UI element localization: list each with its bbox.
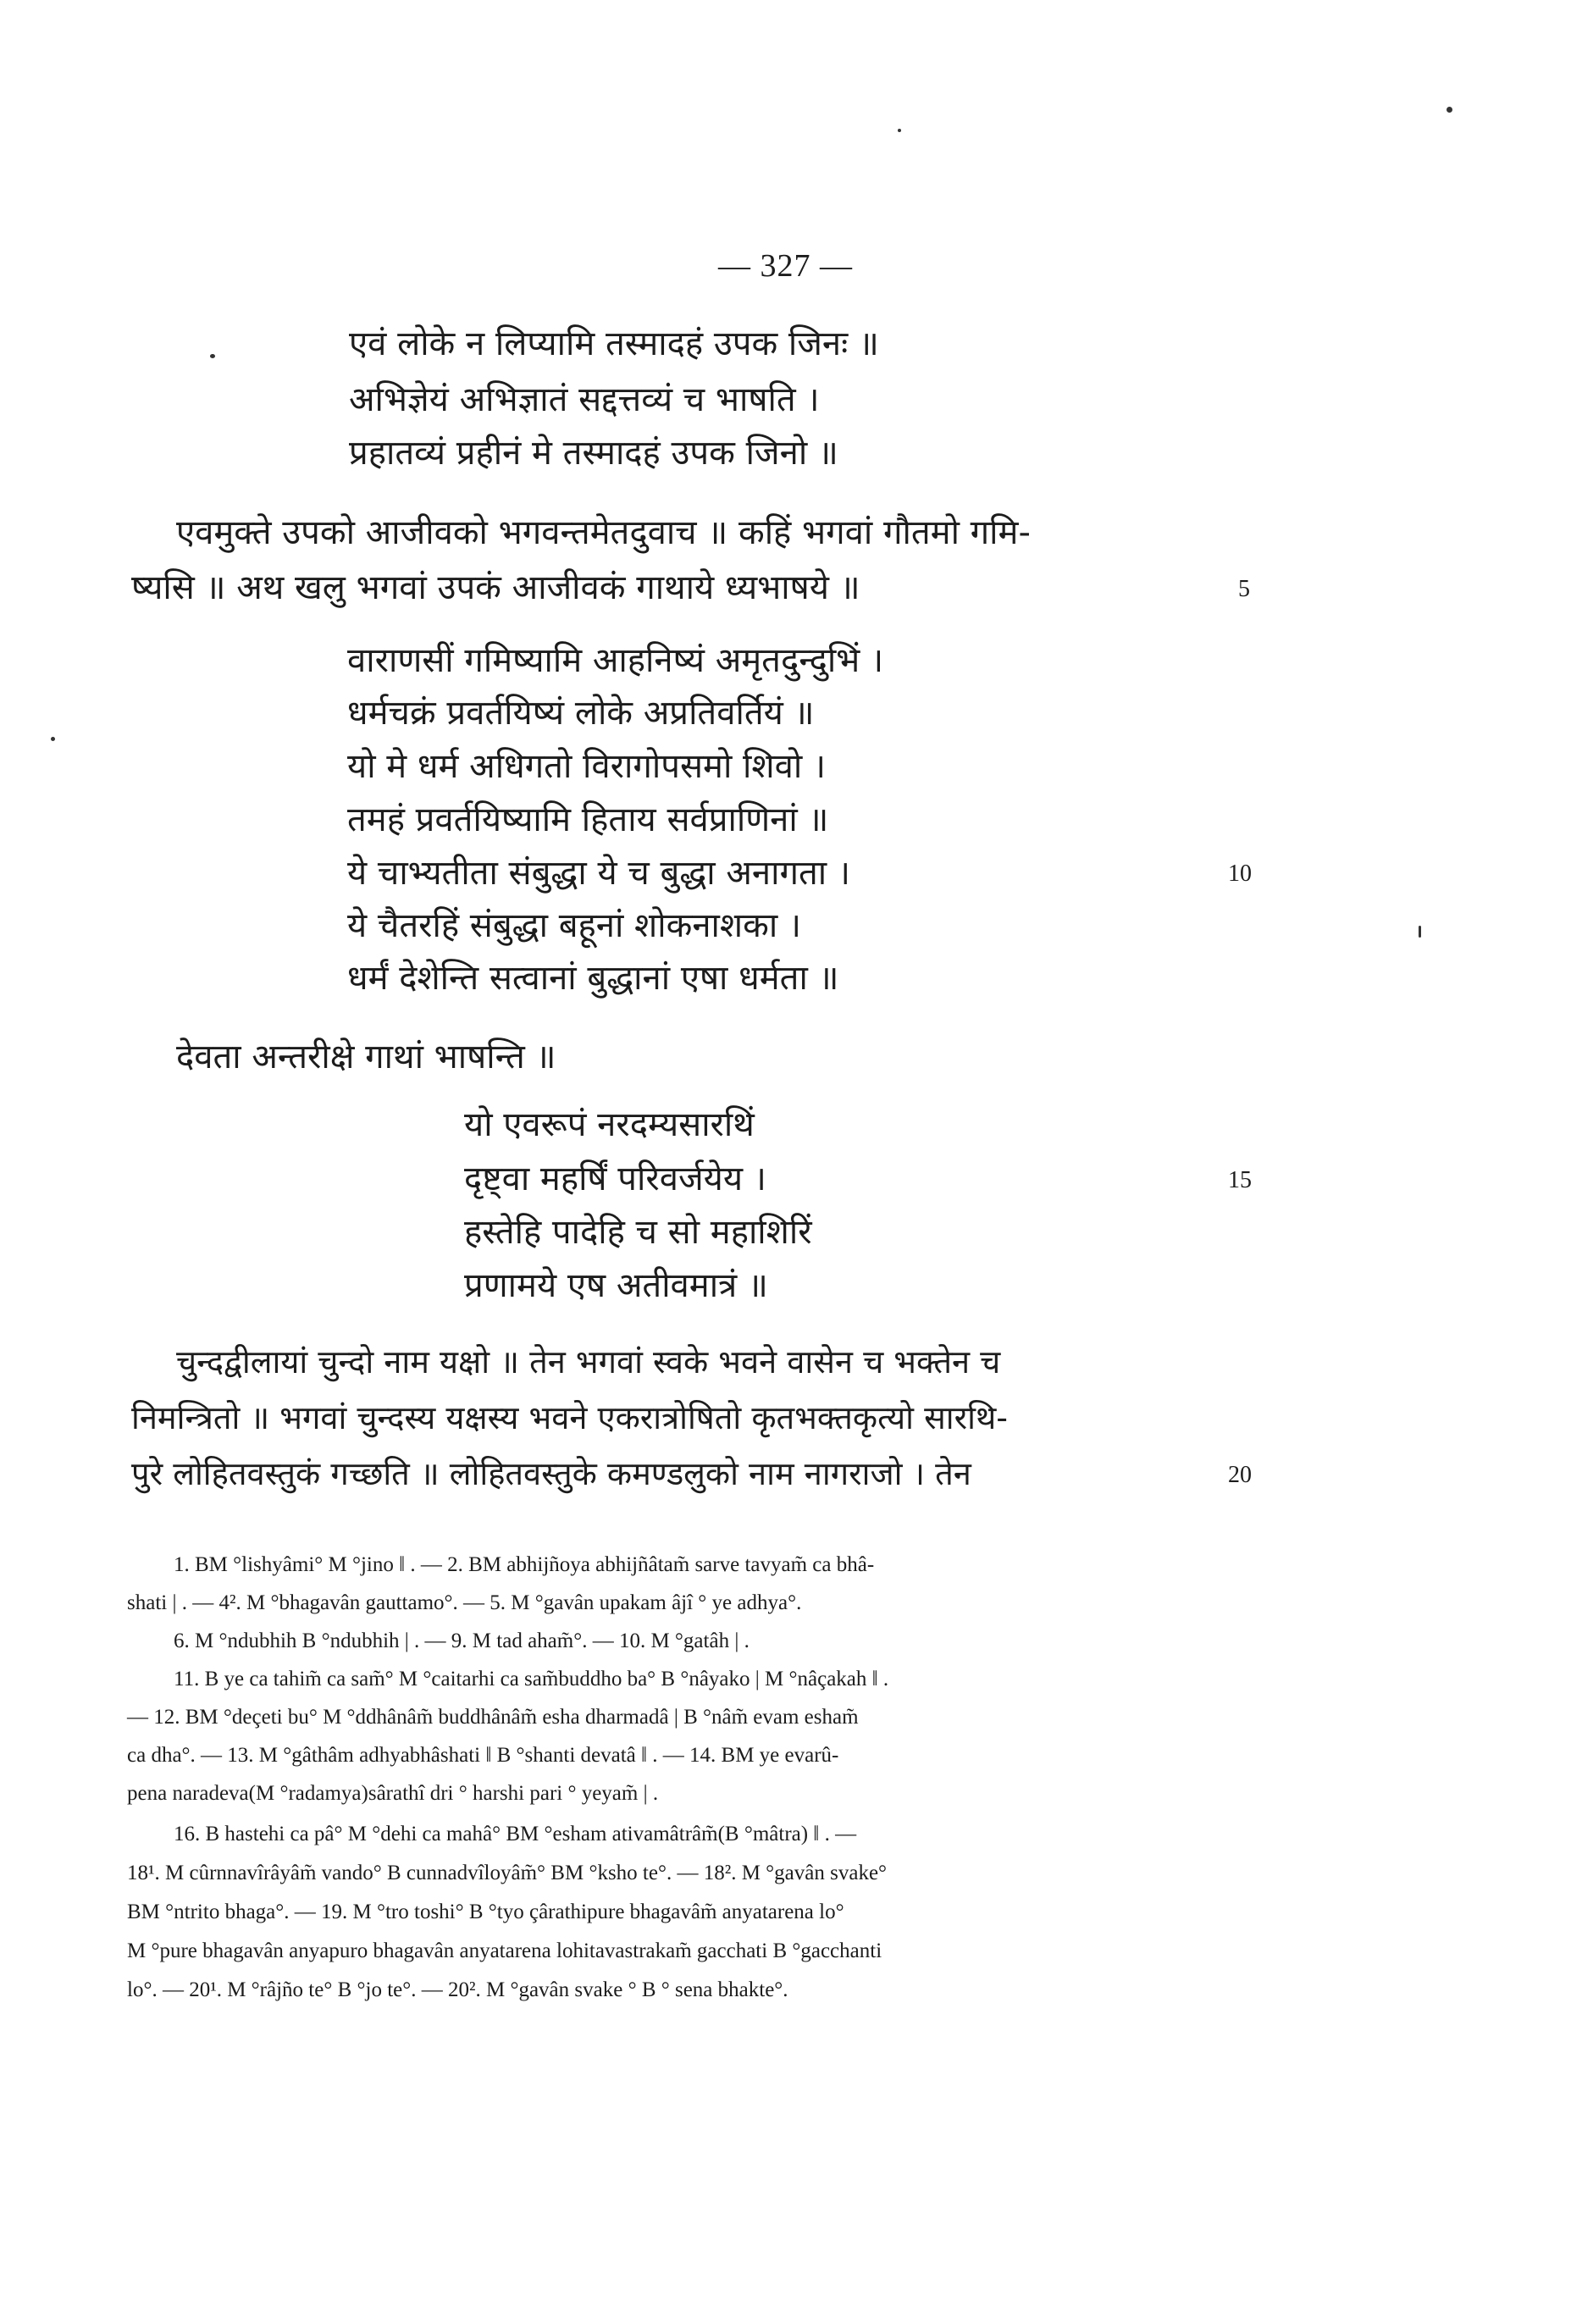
verse-line: तमहं प्रवर्तयिष्यामि हिताय सर्वप्राणिनां ॥ bbox=[347, 800, 829, 839]
margin-line-number: 20 bbox=[1228, 1462, 1252, 1488]
scan-speck bbox=[51, 737, 55, 741]
footnote-line: shati | . — 4². M °bhagavân gauttamo°. — 5. M °gavân upakam âjî ° ye adhya°. bbox=[127, 1591, 802, 1614]
footnote-line: lo°. — 20¹. M °râjño te° B °jo te°. — 20². M °gavân svake ° B ° sena bhakte°. bbox=[127, 1978, 788, 2001]
scan-speck bbox=[898, 129, 901, 132]
prose-line: देवता अन्तरीक्षे गाथां भाषन्ति ॥ bbox=[176, 1038, 556, 1076]
verse-line: धर्मं देशेन्ति सत्वानां बुद्धानां एषा धर्मता ॥ bbox=[347, 959, 839, 998]
verse-line: ये चाभ्यतीता संबुद्धा ये च बुद्धा अनागता । bbox=[347, 854, 851, 893]
footnote-line: 6. M °ndubhih B °ndubhih | . — 9. M tad aham̃°. — 10. M °gatâh | . bbox=[174, 1630, 750, 1652]
verse-line: ये चैतरहिं संबुद्धा बहूनां शोकनाशका । bbox=[347, 906, 802, 945]
scan-speck bbox=[210, 354, 215, 358]
footnote-line: pena naradeva(M °radamya)sârathî dri ° harshi pari ° yeyam̃ | . bbox=[127, 1782, 659, 1805]
verse-line: यो एवरूपं नरदम्यसारथिं bbox=[464, 1105, 755, 1144]
verse-line: यो मे धर्म अधिगतो विरागोपसमो शिवो । bbox=[347, 747, 827, 786]
page-number: — 327 — bbox=[718, 248, 853, 284]
verse-line: एवं लोके न लिप्यामि तस्मादहं उपक जिनः ॥ bbox=[349, 324, 879, 363]
footnote-line: BM °ntrito bhaga°. — 19. M °tro toshi° B °tyo çârathipure bhagavâm̃ anyatarena lo° bbox=[127, 1901, 844, 1923]
prose-line: एवमुक्ते उपको आजीवको भगवन्तमेतदुवाच ॥ कहिं भगवां गौतमो गमि- bbox=[176, 513, 1031, 552]
verse-line: दृष्ट्वा महर्षिं परिवर्जयेय । bbox=[464, 1159, 766, 1198]
footnote-line: 1. BM °lishyâmi° M °jino ‖ . — 2. BM abhijñoya abhijñâtam̃ sarve tavyam̃ ca bhâ- bbox=[174, 1553, 875, 1576]
footnote-line: ca dha°. — 13. M °gâthâm adhyabhâshati ‖ B °shanti devatâ ‖ . — 14. BM ye evarû- bbox=[127, 1744, 839, 1767]
scan-speck bbox=[1447, 107, 1452, 113]
prose-line: चुन्दद्वीलायां चुन्दो नाम यक्षो ॥ तेन भगवां स्वके भवने वासेन च भक्तेन च bbox=[176, 1343, 1001, 1381]
prose-line: निमन्त्रितो ॥ भगवां चुन्दस्य यक्षस्य भवने एकरात्रोषितो कृतभक्तकृत्यो सारथि- bbox=[131, 1399, 1009, 1436]
footnote-line: — 12. BM °deçeti bu° M °ddhânâm̃ buddhânâm̃ esha dharmadâ | B °nâm̃ evam esham̃ bbox=[127, 1706, 859, 1729]
footnote-line: 18¹. M cûrnnavîrâyâm̃ vando° B cunnadvîloyâm̃° BM °ksho te°. — 18². M °gavân svake° bbox=[127, 1862, 888, 1884]
verse-line: प्रहातव्यं प्रहीनं मे तस्मादहं उपक जिनो ॥ bbox=[349, 434, 838, 473]
verse-line: वाराणसीं गमिष्यामि आहनिष्यं अमृतदुन्दुभिं । bbox=[347, 641, 884, 680]
prose-line: ष्यसि ॥ अथ खलु भगवां उपकं आजीवकं गाथाये ध्यभाषये ॥ bbox=[131, 568, 860, 607]
footnote-line: 11. B ye ca tahim̃ ca sam̃° M °caitarhi ca sam̃buddho ba° B °nâyako | M °nâçakah ‖ . bbox=[174, 1668, 889, 1690]
verse-line: अभिज्ञेयं अभिज्ञातं सद्दत्तव्यं च भाषति । bbox=[349, 380, 820, 419]
verse-line: हस्तेहि पादेहि च सो महाशिरिं bbox=[464, 1213, 812, 1252]
prose-line: पुरे लोहितवस्तुकं गच्छति ॥ लोहितवस्तुके कमण्डलुको नाम नागराजो । तेन bbox=[131, 1455, 971, 1492]
footnote-line: 16. B hastehi ca pâ° M °dehi ca mahâ° BM °esham ativamâtrâm̃(B °mâtra) ‖ . — bbox=[174, 1823, 857, 1845]
margin-line-number: 10 bbox=[1228, 860, 1252, 887]
verse-line: प्रणामये एष अतीवमात्रं ॥ bbox=[464, 1266, 768, 1305]
margin-line-number: 5 bbox=[1238, 576, 1250, 602]
footnote-line: M °pure bhagavân anyapuro bhagavân anyatarena lohitavastrakam̃ gacchati B °gacchanti bbox=[127, 1939, 882, 1962]
verse-line: धर्मचक्रं प्रवर्तयिष्यं लोके अप्रतिवर्तियं ॥ bbox=[347, 694, 815, 733]
scan-speck bbox=[1419, 926, 1421, 938]
margin-line-number: 15 bbox=[1228, 1167, 1252, 1193]
